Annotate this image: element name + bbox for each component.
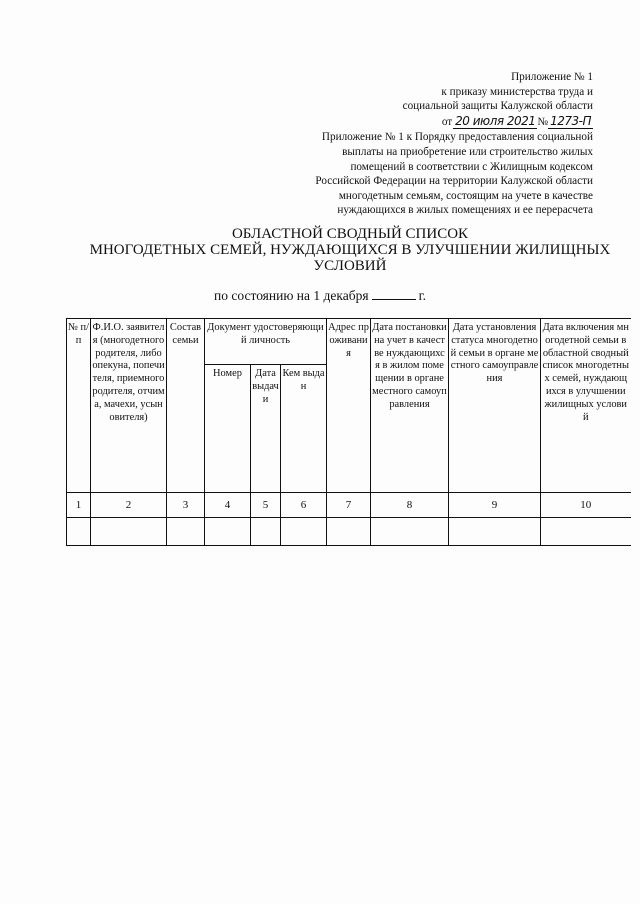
- ministry-name: социальной защиты Калужской области: [402, 100, 593, 113]
- title-line-1: ОБЛАСТНОЙ СВОДНЫЙ СПИСОК: [231, 226, 469, 242]
- col-doc-date-header: Дата выдачи: [251, 365, 281, 493]
- column-number: 4: [205, 493, 251, 518]
- column-number: 3: [167, 493, 205, 518]
- table-cell: [541, 518, 631, 546]
- appendix-title: Приложение № 1: [511, 71, 593, 83]
- family-list-table: [66, 318, 631, 546]
- document-title: [60, 226, 640, 274]
- order-prefix: от: [441, 115, 453, 128]
- order-number-label: №: [537, 115, 549, 128]
- title-line-2: МНОГОДЕТНЫХ СЕМЕЙ, НУЖДАЮЩИХСЯ В УЛУЧШЕНИИ ЖИЛИЩНЫХ: [89, 242, 611, 258]
- column-number: 5: [251, 493, 281, 518]
- as-of-date: [0, 288, 640, 304]
- column-number: 2: [91, 493, 167, 518]
- procedure-line: Приложение № 1 к Порядку предоставления социальной: [321, 131, 593, 144]
- procedure-line: Российской Федерации на территории Калужской области: [315, 175, 593, 188]
- column-number: 1: [67, 493, 91, 518]
- empty-data-row: [67, 518, 631, 546]
- order-reference: к приказу министерства труда и: [441, 85, 593, 98]
- header-row: [67, 319, 631, 365]
- order-date-line: [280, 114, 593, 130]
- procedure-reference: [280, 130, 593, 218]
- column-number: 6: [281, 493, 327, 518]
- procedure-line: помещений в соответствии с Жилищным кодексом: [350, 160, 593, 173]
- table-cell: [205, 518, 251, 546]
- column-number: 9: [449, 493, 541, 518]
- year-blank: [372, 299, 416, 300]
- table-cell: [449, 518, 541, 546]
- procedure-line: выплаты на приобретение или строительство жилых: [342, 145, 593, 158]
- column-number: 10: [541, 493, 631, 518]
- table-cell: [251, 518, 281, 546]
- appendix-header: [280, 70, 593, 218]
- col-doc-issuer-header: Кем выдан: [281, 365, 327, 493]
- table-cell: [281, 518, 327, 546]
- table-cell: [167, 518, 205, 546]
- col-status-date-header: Дата установления статуса многодетной семьи в органе местного самоуправления: [449, 319, 541, 493]
- col-registration-date-header: Дата постановки на учет в качестве нуждающихся в жилом помещении в органе местного самоуправления: [371, 319, 449, 493]
- col-identity-doc-header: Документ удостоверяющий личность: [205, 319, 327, 365]
- as-of-prefix: по состоянию на 1 декабря: [214, 288, 369, 303]
- order-date-handwritten: 20 июля 2021: [455, 113, 536, 128]
- table-cell: [371, 518, 449, 546]
- table-cell: [91, 518, 167, 546]
- table-cell: [327, 518, 371, 546]
- procedure-line: многодетным семьям, состоящим на учете в качестве: [338, 189, 593, 202]
- column-number: 8: [371, 493, 449, 518]
- procedure-line: нуждающихся в жилых помещениях и ее перерасчета: [337, 204, 593, 217]
- as-of-suffix: г.: [418, 288, 426, 303]
- table-cell: [67, 518, 91, 546]
- col-inclusion-date-header: Дата включения многодетной семьи в областной сводный список многодетных семей, нуждающихся в улучшении жилищных условий: [541, 319, 631, 493]
- column-numbers-row: [67, 493, 631, 518]
- col-family-header: Состав семьи: [167, 319, 205, 493]
- title-line-3: УСЛОВИЙ: [313, 258, 387, 274]
- col-applicant-header: Ф.И.О. заявителя (многодетного родителя, либо опекуна, попечителя, приемного родителя, отчима, мачехи, усыновителя): [91, 319, 167, 493]
- col-address-header: Адрес проживания: [327, 319, 371, 493]
- column-number: 7: [327, 493, 371, 518]
- col-doc-number-header: Номер: [205, 365, 251, 493]
- order-number-handwritten: 1273-П: [550, 113, 591, 128]
- col-number-header: № п/п: [67, 319, 91, 493]
